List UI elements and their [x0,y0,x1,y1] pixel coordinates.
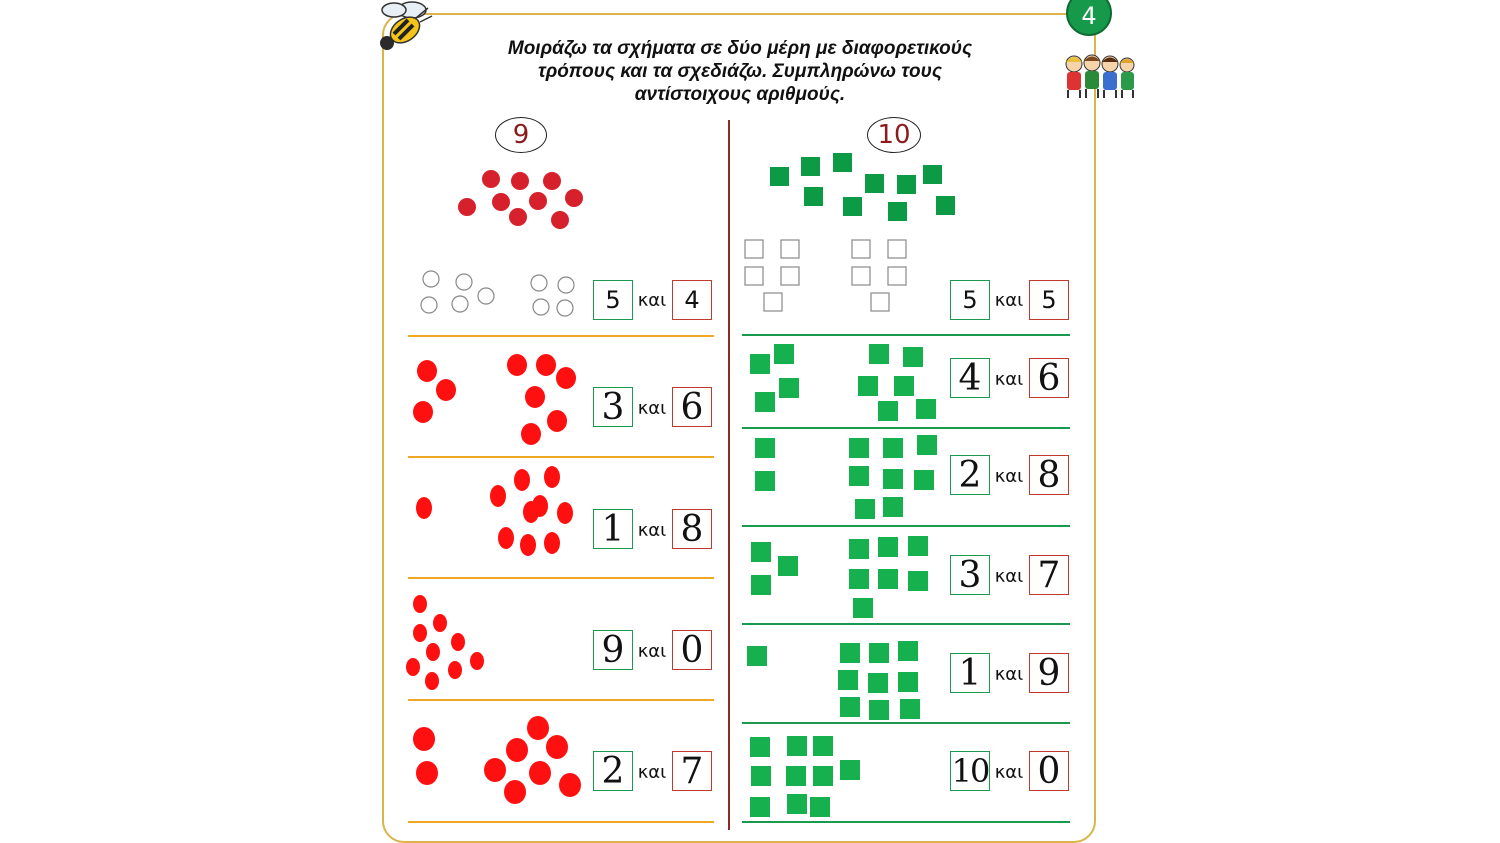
left-row4-red-ovals [406,595,484,690]
instructions-line-2: τρόπους και τα σχεδιάζω. Συμπληρώνω τους [538,61,942,82]
right-row6-kai: και [994,762,1024,783]
right-row1-second-number[interactable]: 5 [1029,280,1069,320]
right-row2-kai: και [994,369,1024,390]
right-row4-kai: και [994,566,1024,587]
left-row4-second-number[interactable]: 0 [672,630,712,670]
left-row5-second-number[interactable]: 7 [672,751,712,791]
instructions-line-1: Μοιράζω τα σχήματα σε δύο μέρη με διαφορετικούς [507,38,973,59]
left-row3-second-number[interactable]: 8 [672,509,712,549]
left-row1-outline-circles [421,271,574,316]
right-row2-green-squares [750,344,936,421]
left-row5-red-ovals [413,716,581,804]
right-row4-first-number[interactable]: 3 [950,555,990,595]
left-row5-kai: και [637,762,667,783]
right-row3-first-number[interactable]: 2 [950,455,990,495]
right-row3-green-squares [755,435,937,519]
right-row2-second-number[interactable]: 6 [1029,358,1069,398]
right-row6-green-squares [750,736,860,817]
right-row4-green-squares [751,536,928,618]
right-row1-kai: και [994,290,1024,311]
left-row2-kai: και [637,398,667,419]
instructions-line-3: αντίστοιχους αριθμούς. [634,84,846,105]
right-row6-first-number[interactable]: 10 [951,752,989,790]
right-total-oval: 10 [867,117,921,153]
right-top-green-squares [770,153,955,221]
left-row4-kai: και [637,641,667,662]
left-total-oval: 9 [495,117,547,153]
left-row5-first-number[interactable]: 2 [593,751,633,791]
left-row2-second-number[interactable]: 6 [672,387,712,427]
left-row1-kai: και [637,290,667,311]
right-row2-first-number[interactable]: 4 [950,358,990,398]
right-row1-first-number[interactable]: 5 [950,280,990,320]
left-row2-red-ovals [413,354,576,445]
right-row4-second-number[interactable]: 7 [1029,555,1069,595]
left-row1-second-number[interactable]: 4 [672,280,712,320]
right-row1-outline-squares [745,240,906,311]
right-row3-second-number[interactable]: 8 [1029,455,1069,495]
right-row5-green-squares [747,641,920,720]
left-row2-first-number[interactable]: 3 [593,387,633,427]
left-row3-first-number[interactable]: 1 [593,509,633,549]
right-row6-second-number[interactable]: 0 [1029,751,1069,791]
left-row4-first-number[interactable]: 9 [593,630,633,670]
right-row3-kai: και [994,466,1024,487]
left-top-red-dots [458,170,583,229]
left-row3-kai: και [637,520,667,541]
left-row3-red-ovals [416,466,573,556]
right-row5-second-number[interactable]: 9 [1029,653,1069,693]
left-row1-first-number[interactable]: 5 [593,280,633,320]
right-row5-kai: και [994,664,1024,685]
right-row5-first-number[interactable]: 1 [950,653,990,693]
page-number-badge: 4 [1066,0,1112,36]
